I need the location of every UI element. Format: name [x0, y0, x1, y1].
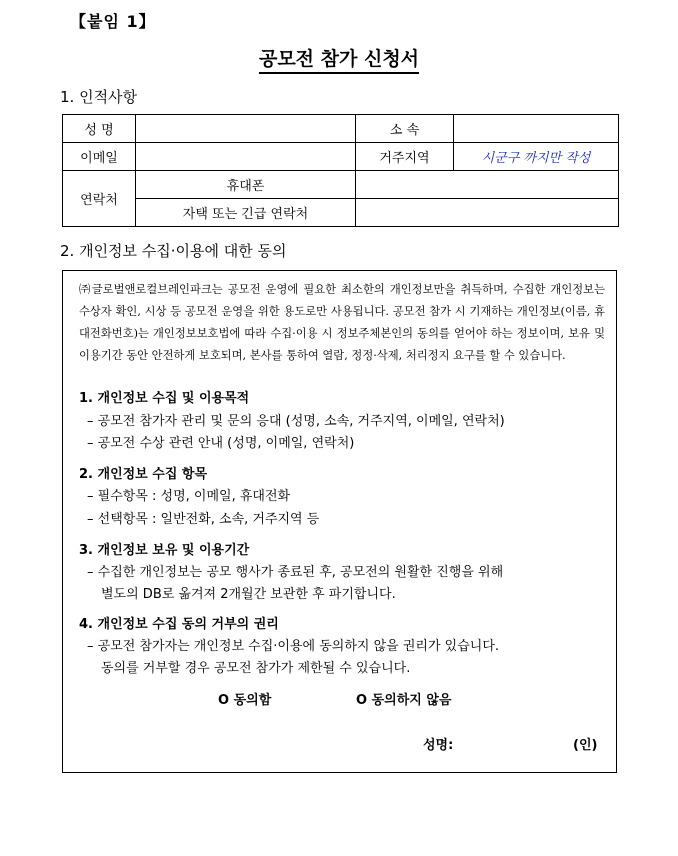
refusal-line: – 공모전 참가자는 개인정보 수집·이용에 동의하지 않을 권리가 있습니다. — [87, 639, 500, 654]
seal-label: (인) — [573, 738, 598, 753]
purpose-line: – 공모전 수상 관련 안내 (성명, 이메일, 연락처) — [87, 436, 355, 451]
personal-info-table — [62, 114, 619, 227]
page-title — [0, 44, 678, 71]
agree-option[interactable]: O 동의함 — [218, 693, 272, 708]
residence-label: 거주지역 — [356, 143, 454, 171]
section-consent-title: 2. 개인정보 수집·이용에 대한 동의 — [60, 242, 287, 260]
attachment-label: 【붙임 1】 — [70, 12, 156, 31]
name-field[interactable] — [136, 115, 356, 143]
home-phone-field[interactable] — [356, 199, 619, 227]
disagree-option[interactable]: O 동의하지 않음 — [356, 693, 452, 708]
refusal-heading: 4. 개인정보 수집 동의 거부의 권리 — [79, 617, 279, 632]
retention-heading: 3. 개인정보 보유 및 이용기간 — [79, 543, 250, 558]
email-label: 이메일 — [63, 143, 136, 171]
residence-field[interactable]: 시군구 까지만 작성 — [454, 143, 619, 171]
page-title-text: 공모전 참가 신청서 — [259, 48, 419, 74]
mobile-label: 휴대폰 — [136, 171, 356, 199]
refusal-line: 동의를 거부할 경우 공모전 참가가 제한될 수 있습니다. — [101, 661, 411, 676]
purpose-heading: 1. 개인정보 수집 및 이용목적 — [79, 391, 250, 406]
purpose-line: – 공모전 참가자 관리 및 문의 응대 (성명, 소속, 거주지역, 이메일, 연락처) — [87, 414, 505, 429]
items-line: – 필수항목 : 성명, 이메일, 휴대전화 — [87, 489, 291, 504]
home-phone-label: 자택 또는 긴급 연락처 — [136, 199, 356, 227]
items-heading: 2. 개인정보 수집 항목 — [79, 467, 208, 482]
items-line: – 선택항목 : 일반전화, 소속, 거주지역 등 — [87, 512, 320, 527]
mobile-field[interactable] — [356, 171, 619, 199]
contact-label: 연락처 — [63, 171, 136, 227]
retention-line: 별도의 DB로 옮겨져 2개월간 보관한 후 파기합니다. — [101, 587, 396, 602]
affiliation-field[interactable] — [454, 115, 619, 143]
name-label: 성 명 — [63, 115, 136, 143]
email-field[interactable] — [136, 143, 356, 171]
section-personal-info-title: 1. 인적사항 — [60, 88, 138, 106]
consent-intro-text: ㈜글로벌앤로컬브레인파크는 공모전 운영에 필요한 최소한의 개인정보만을 취득하며, 수집한 개인정보는 수상자 확인, 시상 등 공모전 운영을 위한 용도로만 사용됩니다. 공모전 참가 시 기재하는 개인정보(이름, 휴대전화번호)는 개인정보보호법에 따라 수집·이용 시 정보주체본인의 동의를 얻어야 하는 정보이며, 보유 및 이용기간 동안 안전하게 보호되며, 본사를 통하여 열람, 정정·삭제, 처리정지 요구를 할 수 있습니다. — [79, 283, 605, 362]
affiliation-label: 소 속 — [356, 115, 454, 143]
consent-box — [62, 270, 617, 773]
retention-line: – 수집한 개인정보는 공모 행사가 종료된 후, 공모전의 원활한 진행을 위해 — [87, 565, 504, 580]
signature-label: 성명: — [423, 738, 454, 753]
